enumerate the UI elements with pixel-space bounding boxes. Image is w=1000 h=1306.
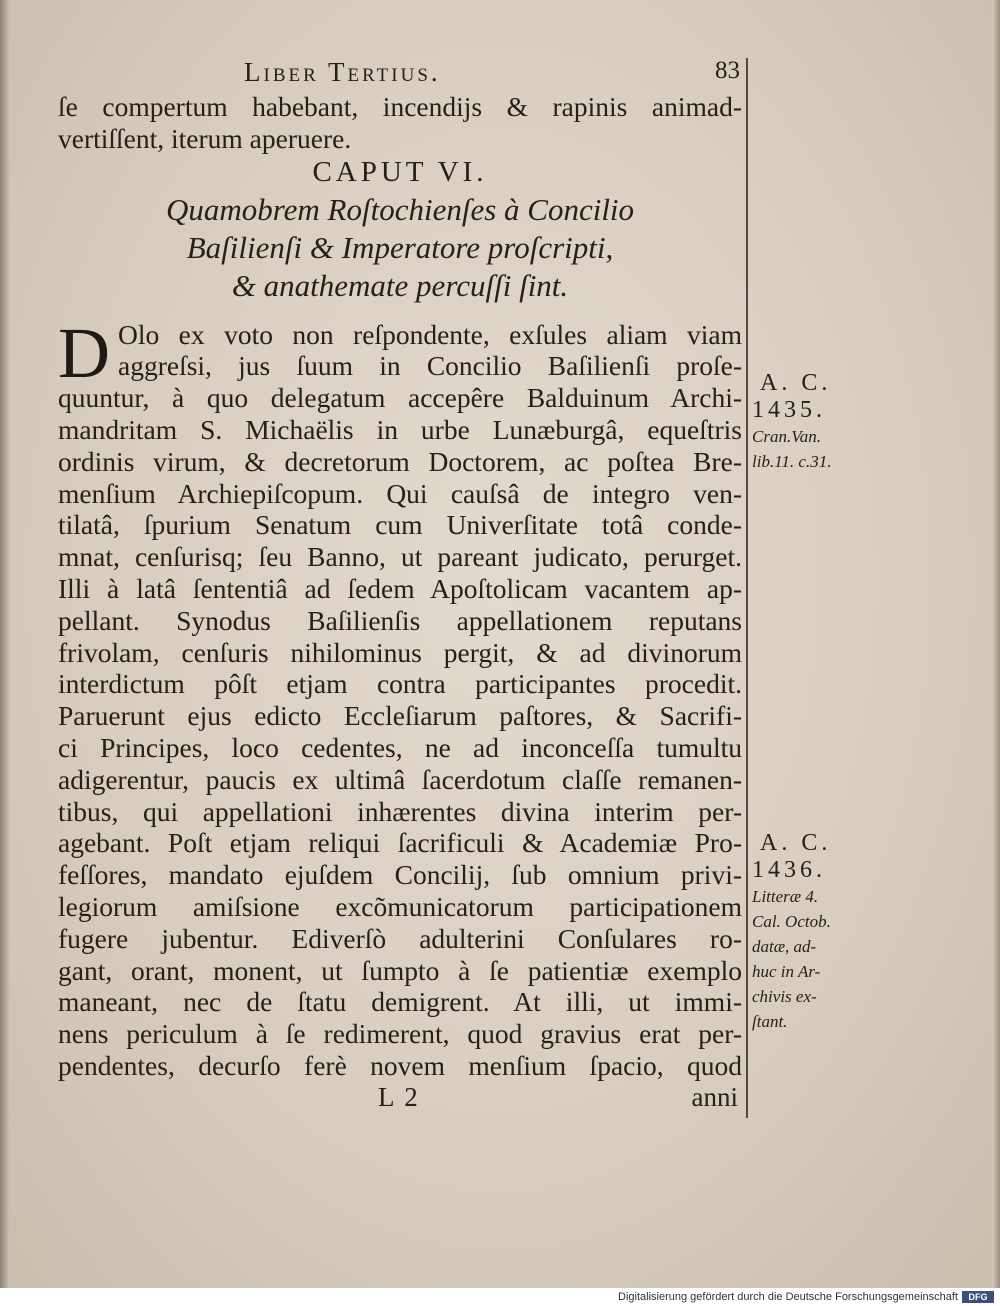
text-line: frivolam, cenſuris nihilominus pergit, & ad divinorum: [58, 636, 742, 668]
chapter-title-line: Quamobrem Roſtochienſes à Concilio: [165, 191, 635, 227]
marginal-note-1: [752, 370, 862, 474]
digitization-credit: Digitalisierung gefördert durch die Deutsche Forschungsgemeinschaft: [618, 1291, 958, 1303]
marginal-anno: A. C.: [760, 830, 832, 856]
page-edge-left: [0, 0, 10, 1288]
chapter-heading: CAPUT VI.: [312, 155, 488, 188]
text-line: nens periculum à ſe redimerent, quod gravius erat per-: [58, 1018, 742, 1050]
margin-rule: [746, 58, 748, 1118]
text-line: gant, orant, monent, ut ſumpto à ſe patientiæ exemplo: [58, 954, 742, 986]
dfg-logo: DFG: [962, 1291, 994, 1303]
page-foot: [58, 1082, 742, 1116]
text-line: Illi à latâ ſententiâ ad ſedem Apoſtolicam vacantem ap-: [58, 572, 742, 604]
running-title: Liber Tertius.: [244, 57, 441, 87]
marginal-anno: A. C.: [760, 370, 832, 396]
text-line: quuntur, à quo delegatum accepêre Balduinum Archi-: [58, 382, 742, 414]
marginal-year: 1436.: [752, 857, 826, 883]
marginal-ref: lib.11. c.31.: [752, 452, 832, 471]
running-head: [58, 55, 742, 91]
catchword: anni: [691, 1081, 738, 1112]
marginal-ref: ſtant.: [752, 1012, 788, 1031]
marginal-ref: huc in Ar-: [752, 962, 821, 981]
marginal-ref: datæ, ad-: [752, 937, 817, 956]
text-line: Paruerunt ejus edicto Eccleſiarum paſtores, & Sacrifi-: [58, 700, 742, 732]
text-line: pendentes, decurſo ferè novem menſium ſpacio, quod: [58, 1049, 742, 1081]
marginal-ref: Cran.Van.: [752, 427, 821, 446]
text-line: maneant, nec de ſtatu demigrent. At illi, ut immi-: [58, 986, 742, 1018]
text-line: fugere jubentur. Ediverſò adulterini Conſulares ro-: [58, 922, 742, 954]
marginal-ref: chivis ex-: [752, 987, 817, 1006]
body-text: [58, 312, 742, 1082]
text-line: adigerentur, paucis ex ultimâ ſacerdotum claſſe remanen-: [58, 763, 742, 795]
text-line: ordinis virum, & decretorum Doctorem, ac poſtea Bre-: [58, 445, 742, 477]
marginal-ref: Cal. Octob.: [752, 912, 831, 931]
text-line: tibus, qui appellationi inhærentes divina interim per-: [58, 795, 742, 827]
digitization-footer: [0, 1288, 1000, 1306]
marginal-ref: Litteræ 4.: [752, 887, 819, 906]
text-line: agebant. Poſt etjam reliqui ſacrificuli & Academiæ Pro-: [58, 827, 742, 859]
page-number: 83: [715, 57, 740, 84]
page-edge-right: [992, 0, 1000, 1288]
text-line: interdictum pôſt etjam contra participantes procedit.: [58, 668, 742, 700]
text-column: [58, 55, 742, 1116]
text-line: feſſores, mandato ejuſdem Concilij, ſub omnium privi-: [58, 859, 742, 891]
text-line: ſe compertum habebant, incendijs & rapinis animad-: [58, 91, 742, 122]
drop-cap: D: [58, 312, 110, 393]
text-line: menſium Archiepiſcopum. Qui cauſsâ de integro ven-: [58, 477, 742, 509]
text-line: legiorum amiſsione excõmunicatorum participationem: [58, 890, 742, 922]
chapter-title-line: & anathemate percuſſi ſint.: [231, 267, 569, 303]
text-line: pellant. Synodus Baſilienſis appellationem reputans: [58, 604, 742, 636]
text-line: vertiſſent, iterum aperuere.: [58, 122, 352, 154]
signature-mark: L 2: [378, 1081, 420, 1112]
chapter-title: [58, 191, 742, 305]
text-line: mnat, cenſurisq; ſeu Banno, ut pareant judicato, perurget.: [58, 541, 742, 573]
text-line: tilatâ, ſpurium Senatum cum Univerſitate totâ conde-: [58, 509, 742, 541]
text-line: ci Principes, loco cedentes, ne ad inconceſſa tumultu: [58, 731, 742, 763]
marginal-note-2: [752, 830, 862, 1034]
text-line: Olo ex voto non reſpondente, exſules aliam viam: [118, 318, 742, 350]
text-line: aggreſsi, jus ſuum in Concilio Baſilienſi proſe-: [118, 350, 742, 382]
marginal-year: 1435.: [752, 397, 826, 423]
chapter-title-line: Baſilienſi & Imperatore proſcripti,: [186, 229, 614, 265]
text-line: mandritam S. Michaëlis in urbe Lunæburgâ, equeſtris: [58, 413, 742, 445]
